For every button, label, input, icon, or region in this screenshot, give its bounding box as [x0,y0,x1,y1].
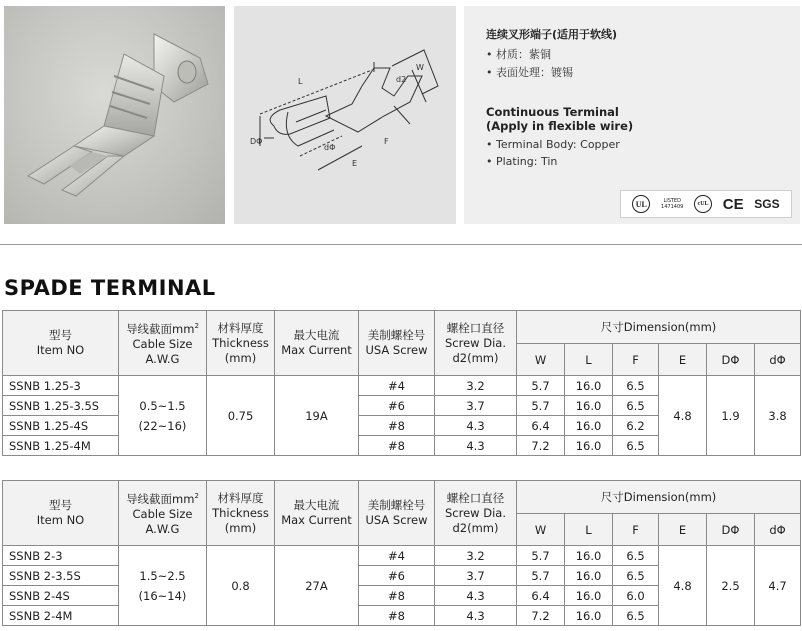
table-cell: 4.3 [435,416,517,436]
spec-table-2 [2,480,801,626]
table-cell: 7.2 [517,606,565,626]
table-cell: (mm) [224,520,257,535]
header-thickness [207,481,275,546]
cable-size-cell [119,546,207,626]
table-cell [119,489,206,507]
table-cell: 3.2 [435,376,517,396]
table-cell: 5.7 [517,566,565,586]
table-cell: #8 [359,436,435,456]
table-cell: SSNB 2-3.5S [3,566,119,586]
table-cell: 美制螺栓号 [367,498,426,512]
table-cell: 3.2 [435,546,517,566]
header-cable-size [119,481,207,546]
table-cell: 16.0 [565,586,613,606]
table-cell: USA Screw [365,343,428,357]
header-max-current [275,481,359,546]
dimension-drawing [234,6,456,224]
product-photo [4,6,225,224]
label-DPhi: DΦ [250,137,263,146]
table-cell: Item NO [36,513,85,527]
label-d2: d2 [396,75,407,84]
table-cell: SSNB 1.25-4S [3,416,119,436]
table-cell: Cable Size [132,506,193,521]
table-cell: 螺栓口直径 [446,320,505,335]
table-cell [119,319,206,337]
header-DPhi: DΦ [707,514,755,546]
DPhi-cell: 2.5 [707,546,755,626]
divider [0,244,802,245]
table-cell: 导线截面mm [126,321,195,336]
table-cell: 16.0 [565,566,613,586]
header-thickness [207,311,275,376]
table-cell: 7.2 [517,436,565,456]
table-cell: 材料厚度 [217,490,264,505]
cn-title: 连续叉形端子(适用于软线) [486,28,618,41]
header-cable-size [119,311,207,376]
table-cell: 型号 [49,328,72,342]
table-cell: 4.3 [435,606,517,626]
certification-marks [620,190,792,218]
cn-bullet-plating: • 表面处理：镀锡 [486,66,573,79]
table-cell: Max Current [281,513,352,527]
table-cell: Max Current [281,343,352,357]
table-cell: 2 [194,492,199,501]
table-cell: 4.3 [435,436,517,456]
table-cell: 6.5 [613,606,659,626]
table-cell: #8 [359,416,435,436]
table-cell: (16~14) [138,588,187,603]
label-E: E [352,159,358,168]
table-cell: SSNB 2-4M [3,606,119,626]
table-cell: 1.5~2.5 [139,568,186,583]
table-cell: 2 [194,322,199,331]
table-cell: 型号 [49,498,72,512]
table-cell: #6 [359,396,435,416]
table-cell: 16.0 [565,416,613,436]
header-screw-dia [435,481,517,546]
thickness-cell: 0.75 [207,376,275,456]
table-cell: 16.0 [565,376,613,396]
header-W: W [517,514,565,546]
table-cell: 6.5 [613,436,659,456]
cn-bullet-material: • 材质：紫铜 [486,48,551,61]
product-header [0,0,802,228]
table-cell: 4.3 [435,586,517,606]
description-panel [464,6,800,224]
header-dimension: 尺寸Dimension(mm) [517,311,801,344]
sgs-logo: SGS [754,197,780,211]
table-cell: 最大电流 [293,328,340,342]
header-L: L [565,344,613,376]
spec-table-1 [2,310,801,456]
ul-logo: UL [632,195,650,213]
en-bullet-plating: • Plating: Tin [486,155,558,168]
header-dPhi: dΦ [755,344,801,376]
header-screw-dia [435,311,517,376]
label-dPhi: dΦ [324,143,336,152]
table-cell: #8 [359,586,435,606]
table-cell: 16.0 [565,606,613,626]
table-cell: (22~16) [138,418,187,433]
table-cell: 5.7 [517,396,565,416]
header-F: F [613,514,659,546]
spade-terminal-photo-illustration [4,6,225,224]
header-dPhi: dΦ [755,514,801,546]
table-cell: 0.5~1.5 [139,398,186,413]
table-cell: 材料厚度 [217,320,264,335]
table-cell: A.W.G [145,351,180,366]
table-cell: SSNB 2-3 [3,546,119,566]
table-cell: Screw Dia. [445,505,506,520]
dPhi-cell: 4.7 [755,546,801,626]
table-cell: d2(mm) [452,520,499,535]
header-dimension: 尺寸Dimension(mm) [517,481,801,514]
table-cell: #4 [359,546,435,566]
header-usa-screw [359,311,435,376]
table-cell: Cable Size [132,336,193,351]
en-title-line2: (Apply in flexible wire) [486,119,634,133]
table-cell: 6.5 [613,566,659,586]
header-usa-screw [359,481,435,546]
table-cell: 6.5 [613,396,659,416]
table-cell: 6.0 [613,586,659,606]
E-cell: 4.8 [659,376,707,456]
table-row [3,376,801,396]
table-cell: Item NO [36,343,85,357]
technical-drawing [234,6,456,224]
table-cell: SSNB 1.25-3.5S [3,396,119,416]
table-cell: 6.5 [613,376,659,396]
header-L: L [565,514,613,546]
table-cell: #8 [359,606,435,626]
table-cell: (mm) [224,350,257,365]
section-title: SPADE TERMINAL [4,276,216,300]
table-cell: 6.4 [517,586,565,606]
table-cell: 6.4 [517,416,565,436]
table-cell: 16.0 [565,546,613,566]
table-row [3,546,801,566]
table-cell: SSNB 1.25-3 [3,376,119,396]
header-W: W [517,344,565,376]
DPhi-cell: 1.9 [707,376,755,456]
header-max-current [275,311,359,376]
header-E: E [659,514,707,546]
table-cell: 螺栓口直径 [446,490,505,505]
table-cell: #6 [359,566,435,586]
header-F: F [613,344,659,376]
table-cell: 最大电流 [293,498,340,512]
label-W: W [416,63,424,72]
table-cell: 3.7 [435,566,517,586]
table-cell: SSNB 2-4S [3,586,119,606]
cul-logo: cUL [694,195,712,213]
header-E: E [659,344,707,376]
table-cell: 3.7 [435,396,517,416]
en-title-line1: Continuous Terminal [486,105,619,119]
table-cell: 16.0 [565,436,613,456]
ul-listed-mark: LISTED 1471409 [661,198,684,210]
table-cell: 5.7 [517,376,565,396]
table-cell: d2(mm) [452,350,499,365]
table-cell: 导线截面mm [126,491,195,506]
cable-size-cell [119,376,207,456]
en-bullet-body: • Terminal Body: Copper [486,138,620,151]
thickness-cell: 0.8 [207,546,275,626]
table-cell: 美制螺栓号 [367,328,426,342]
header-DPhi: DΦ [707,344,755,376]
table-cell: 5.7 [517,546,565,566]
table-cell: #4 [359,376,435,396]
ce-logo: CE [722,195,744,213]
current-cell: 27A [275,546,359,626]
header-item [3,481,119,546]
header-item [3,311,119,376]
dPhi-cell: 3.8 [755,376,801,456]
table-cell: SSNB 1.25-4M [3,436,119,456]
table-cell: Screw Dia. [445,335,506,350]
E-cell: 4.8 [659,546,707,626]
table-cell: 16.0 [565,396,613,416]
label-F: F [384,137,389,146]
table-cell: Thickness [212,335,269,350]
table-cell: USA Screw [365,513,428,527]
table-cell: 6.2 [613,416,659,436]
table-cell: 6.5 [613,546,659,566]
label-L: L [298,77,303,86]
table-cell: Thickness [212,505,269,520]
table-cell: A.W.G [145,521,180,536]
current-cell: 19A [275,376,359,456]
